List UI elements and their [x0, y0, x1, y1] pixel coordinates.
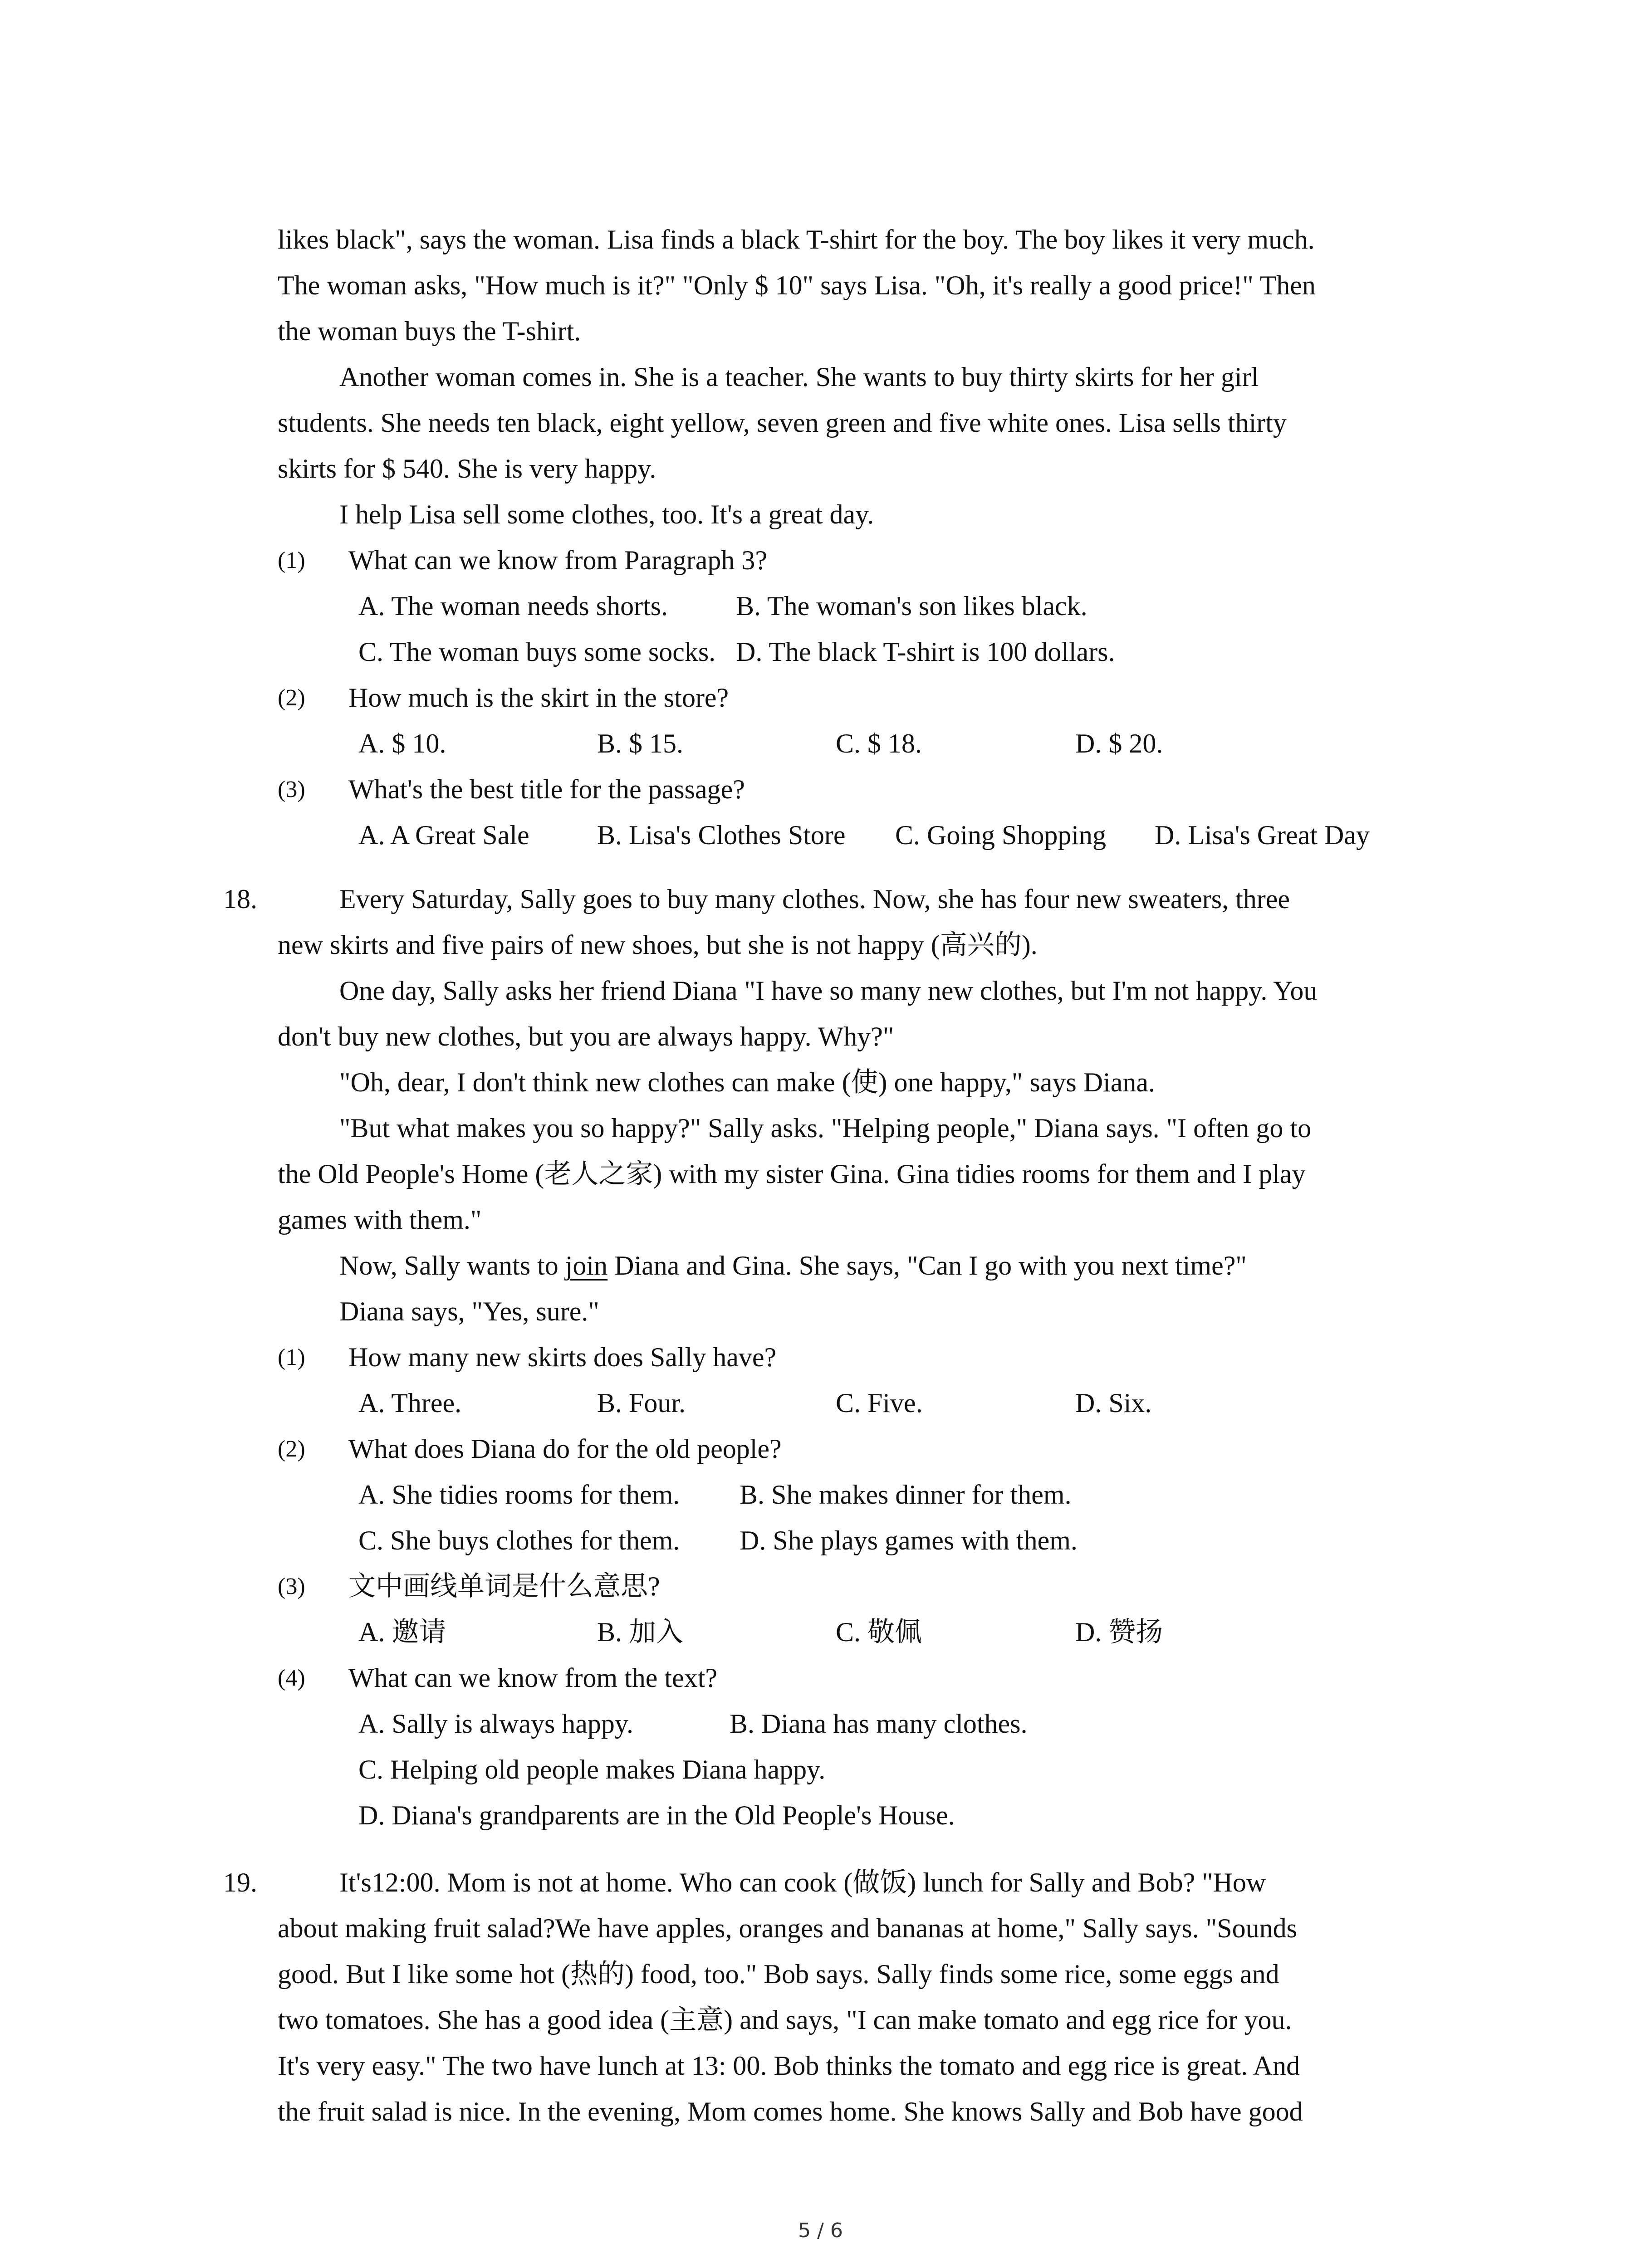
passage-line: "Oh, dear, I don't think new clothes can make (使) one happy," says Diana. [339, 1067, 1155, 1097]
option-b: B. She makes dinner for them. [740, 1480, 1072, 1510]
option-a: A. 邀请 [358, 1617, 446, 1647]
option-c: C. Five. [836, 1388, 923, 1418]
passage-line: the woman buys the T-shirt. [278, 316, 581, 346]
passage-line: Every Saturday, Sally goes to buy many clothes. Now, she has four new sweaters, three [339, 884, 1290, 914]
join-line-after: Diana and Gina. She says, "Can I go with you next time?" [607, 1251, 1247, 1281]
question-stem: 文中画线单词是什么意思? [348, 1571, 660, 1601]
option-c: C. Going Shopping [895, 820, 1107, 850]
passage-line: Another woman comes in. She is a teacher. She wants to buy thirty skirts for her girl [339, 362, 1259, 392]
passage-line: students. She needs ten black, eight yellow, seven green and five white ones. Lisa sells thirty [278, 408, 1287, 438]
passage-line-join [339, 1243, 1247, 1289]
passage-line: It's very easy." The two have lunch at 13: 00. Bob thinks the tomato and egg rice is great. And [278, 2051, 1300, 2081]
passage-line: the Old People's Home (老人之家) with my sister Gina. Gina tidies rooms for them and I play [278, 1159, 1306, 1189]
passage-line: likes black", says the woman. Lisa finds a black T-shirt for the boy. The boy likes it very much. [278, 225, 1315, 254]
passage-line: Diana says, "Yes, sure." [339, 1296, 599, 1326]
question-number: (4) [278, 1665, 305, 1691]
passage-line: about making fruit salad?We have apples, oranges and bananas at home," Sally says. "Sounds [278, 1913, 1297, 1943]
underlined-word: join [565, 1251, 608, 1281]
option-c: C. Helping old people makes Diana happy. [358, 1755, 826, 1784]
option-b: B. 加入 [597, 1617, 684, 1647]
question-number: 19. [223, 1867, 257, 1897]
question-number: (3) [278, 1574, 305, 1599]
option-a: A. Three. [358, 1388, 462, 1418]
option-c: C. 敬佩 [836, 1617, 922, 1647]
option-c: C. The woman buys some socks. [358, 637, 716, 667]
option-a: A. The woman needs shorts. [358, 591, 668, 621]
passage-line: One day, Sally asks her friend Diana "I have so many new clothes, but I'm not happy. You [339, 976, 1318, 1006]
question-number: (1) [278, 1344, 305, 1370]
question-stem: What can we know from the text? [348, 1663, 718, 1693]
option-c: C. She buys clothes for them. [358, 1525, 680, 1555]
passage-line: It's12:00. Mom is not at home. Who can cook (做饭) lunch for Sally and Bob? "How [339, 1867, 1266, 1897]
question-stem: What's the best title for the passage? [348, 774, 745, 804]
question-stem: How many new skirts does Sally have? [348, 1342, 777, 1372]
option-d: D. 赞扬 [1075, 1617, 1163, 1647]
passage-line: The woman asks, "How much is it?" "Only $ 10" says Lisa. "Oh, it's really a good price!" Then [278, 270, 1316, 300]
option-b: B. Diana has many clothes. [730, 1709, 1028, 1739]
join-line-before: Now, Sally wants to [339, 1251, 565, 1281]
question-stem: What does Diana do for the old people? [348, 1434, 782, 1464]
question-number: (2) [278, 1436, 305, 1462]
question-stem: What can we know from Paragraph 3? [348, 545, 767, 575]
passage-line: the fruit salad is nice. In the evening, Mom comes home. She knows Sally and Bob have good [278, 2097, 1303, 2126]
passage-line: "But what makes you so happy?" Sally asks. "Helping people," Diana says. "I often go to [339, 1113, 1312, 1143]
passage-line: I help Lisa sell some clothes, too. It's a great day. [339, 499, 874, 529]
passage-line: new skirts and five pairs of new shoes, but she is not happy (高兴的). [278, 930, 1038, 960]
option-a: A. She tidies rooms for them. [358, 1480, 680, 1510]
passage-line: good. But I like some hot (热的) food, too." Bob says. Sally finds some rice, some eggs and [278, 1959, 1279, 1989]
option-b: B. The woman's son likes black. [736, 591, 1087, 621]
option-d: D. Diana's grandparents are in the Old People's House. [358, 1800, 955, 1830]
passage-line: don't buy new clothes, but you are always happy. Why?" [278, 1022, 894, 1051]
option-a: A. A Great Sale [358, 820, 529, 850]
option-d: D. Lisa's Great Day [1155, 820, 1370, 850]
passage-line: games with them." [278, 1205, 482, 1235]
option-c: C. $ 18. [836, 728, 922, 758]
question-number: (2) [278, 685, 305, 711]
page-number: 5 / 6 [798, 2219, 843, 2242]
question-stem: How much is the skirt in the store? [348, 683, 729, 713]
option-a: A. $ 10. [358, 728, 446, 758]
question-number: 18. [223, 884, 257, 914]
option-b: B. Four. [597, 1388, 686, 1418]
option-d: D. She plays games with them. [740, 1525, 1078, 1555]
option-d: D. The black T-shirt is 100 dollars. [736, 637, 1115, 667]
question-number: (1) [278, 547, 305, 573]
passage-line: skirts for $ 540. She is very happy. [278, 454, 656, 484]
option-a: A. Sally is always happy. [358, 1709, 634, 1739]
option-b: B. $ 15. [597, 728, 684, 758]
option-b: B. Lisa's Clothes Store [597, 820, 846, 850]
question-number: (3) [278, 777, 305, 802]
passage-line: two tomatoes. She has a good idea (主意) and says, "I can make tomato and egg rice for you. [278, 2005, 1292, 2035]
option-d: D. $ 20. [1075, 728, 1163, 758]
option-d: D. Six. [1075, 1388, 1152, 1418]
